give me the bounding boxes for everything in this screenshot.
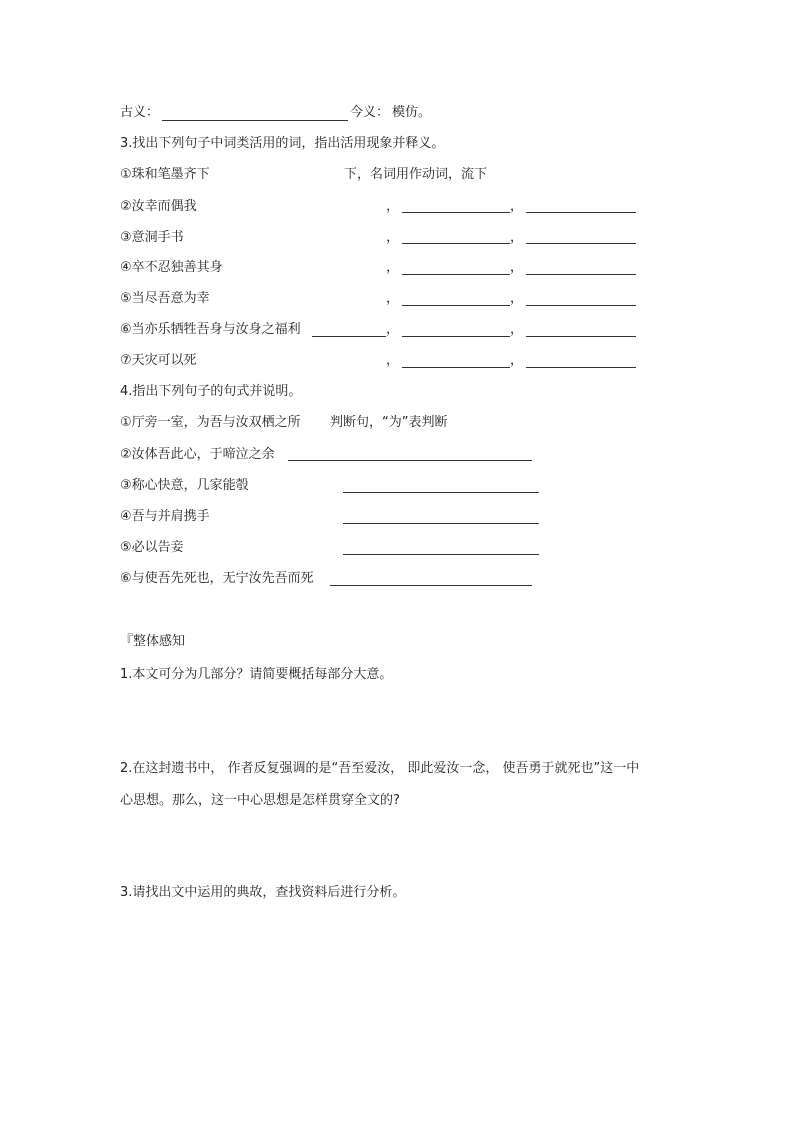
overall-q1: 1.本文可分为几部分？请简要概括每部分大意。 <box>120 667 393 682</box>
gu-yi-blank[interactable] <box>162 120 348 121</box>
q3-title: 3.找出下列句子中词类活用的词，指出活用现象并释义。 <box>120 136 445 151</box>
q4-blank[interactable] <box>288 460 532 461</box>
q4-item-3: ③称心快意，几家能彀 <box>120 478 249 493</box>
q3-blank[interactable] <box>526 367 636 368</box>
q3-comma: ， <box>386 260 400 275</box>
q4-blank[interactable] <box>343 523 539 524</box>
q3-blank[interactable] <box>402 336 510 337</box>
q3-blank[interactable] <box>526 274 636 275</box>
q3-blank[interactable] <box>402 212 510 213</box>
q3-item-4: ④卒不忍独善其身 <box>120 260 223 275</box>
q3-item-5: ⑤当尽吾意为幸 <box>120 291 210 306</box>
q3-comma: ， <box>510 260 524 275</box>
q4-blank[interactable] <box>343 554 539 555</box>
q3-item-1: ①珠和笔墨齐下 <box>120 167 210 182</box>
q3-blank[interactable] <box>402 305 510 306</box>
overall-q3: 3.请找出文中运用的典故，查找资料后进行分析。 <box>120 885 406 900</box>
q4-item-2: ②汝体吾此心，于啼泣之余 <box>120 447 275 462</box>
q3-comma: ， <box>386 353 400 368</box>
q3-item-2: ②汝幸而偶我 <box>120 199 197 214</box>
q3-comma: ， <box>386 322 400 337</box>
q3-comma: ， <box>386 199 400 214</box>
gu-yi-label: 古义： <box>120 105 160 120</box>
q3-item-6: ⑥当亦乐牺牲吾身与汝身之福利 <box>120 322 301 337</box>
q3-item-1-answer: 下，名词用作动词，流下 <box>344 167 488 182</box>
q3-blank[interactable] <box>526 243 636 244</box>
q4-item-6: ⑥与使吾先死也，无宁汝先吾而死 <box>120 571 314 586</box>
q4-blank[interactable] <box>343 492 539 493</box>
jin-yi-value: 模仿。 <box>392 105 432 120</box>
q4-blank[interactable] <box>330 585 532 586</box>
q3-comma: ， <box>510 353 524 368</box>
q3-comma: ， <box>386 230 400 245</box>
q4-item-4: ④吾与并肩携手 <box>120 509 210 524</box>
q3-comma: ， <box>386 291 400 306</box>
overall-q2-line1: 2.在这封遗书中， 作者反复强调的是“吾至爱汝， 即此爱汝一念， 使吾勇于就死也”这一中 <box>120 761 640 776</box>
q3-comma: ， <box>510 322 524 337</box>
q3-comma: ， <box>510 230 524 245</box>
q3-item-3: ③意洞手书 <box>120 230 184 245</box>
q3-blank[interactable] <box>402 367 510 368</box>
section-heading: 『整体感知 <box>120 634 186 649</box>
q3-comma: ， <box>510 291 524 306</box>
q3-blank[interactable] <box>402 274 510 275</box>
q4-item-1-answer: 判断句，“为”表判断 <box>330 415 448 430</box>
q3-blank[interactable] <box>526 336 636 337</box>
q4-item-5: ⑤必以告妾 <box>120 540 184 555</box>
q3-item-7: ⑦天灾可以死 <box>120 353 197 368</box>
q3-blank[interactable] <box>402 243 510 244</box>
q3-blank[interactable] <box>526 212 636 213</box>
q3-blank[interactable] <box>526 305 636 306</box>
q3-blank[interactable] <box>312 336 386 337</box>
overall-q2-line2: 心思想。那么，这一中心思想是怎样贯穿全文的? <box>120 793 400 808</box>
q4-title: 4.指出下列句子的句式并说明。 <box>120 384 302 399</box>
jin-yi-label: 今义： <box>350 105 390 120</box>
q4-item-1: ①厅旁一室，为吾与汝双栖之所 <box>120 415 301 430</box>
q3-comma: ， <box>510 199 524 214</box>
